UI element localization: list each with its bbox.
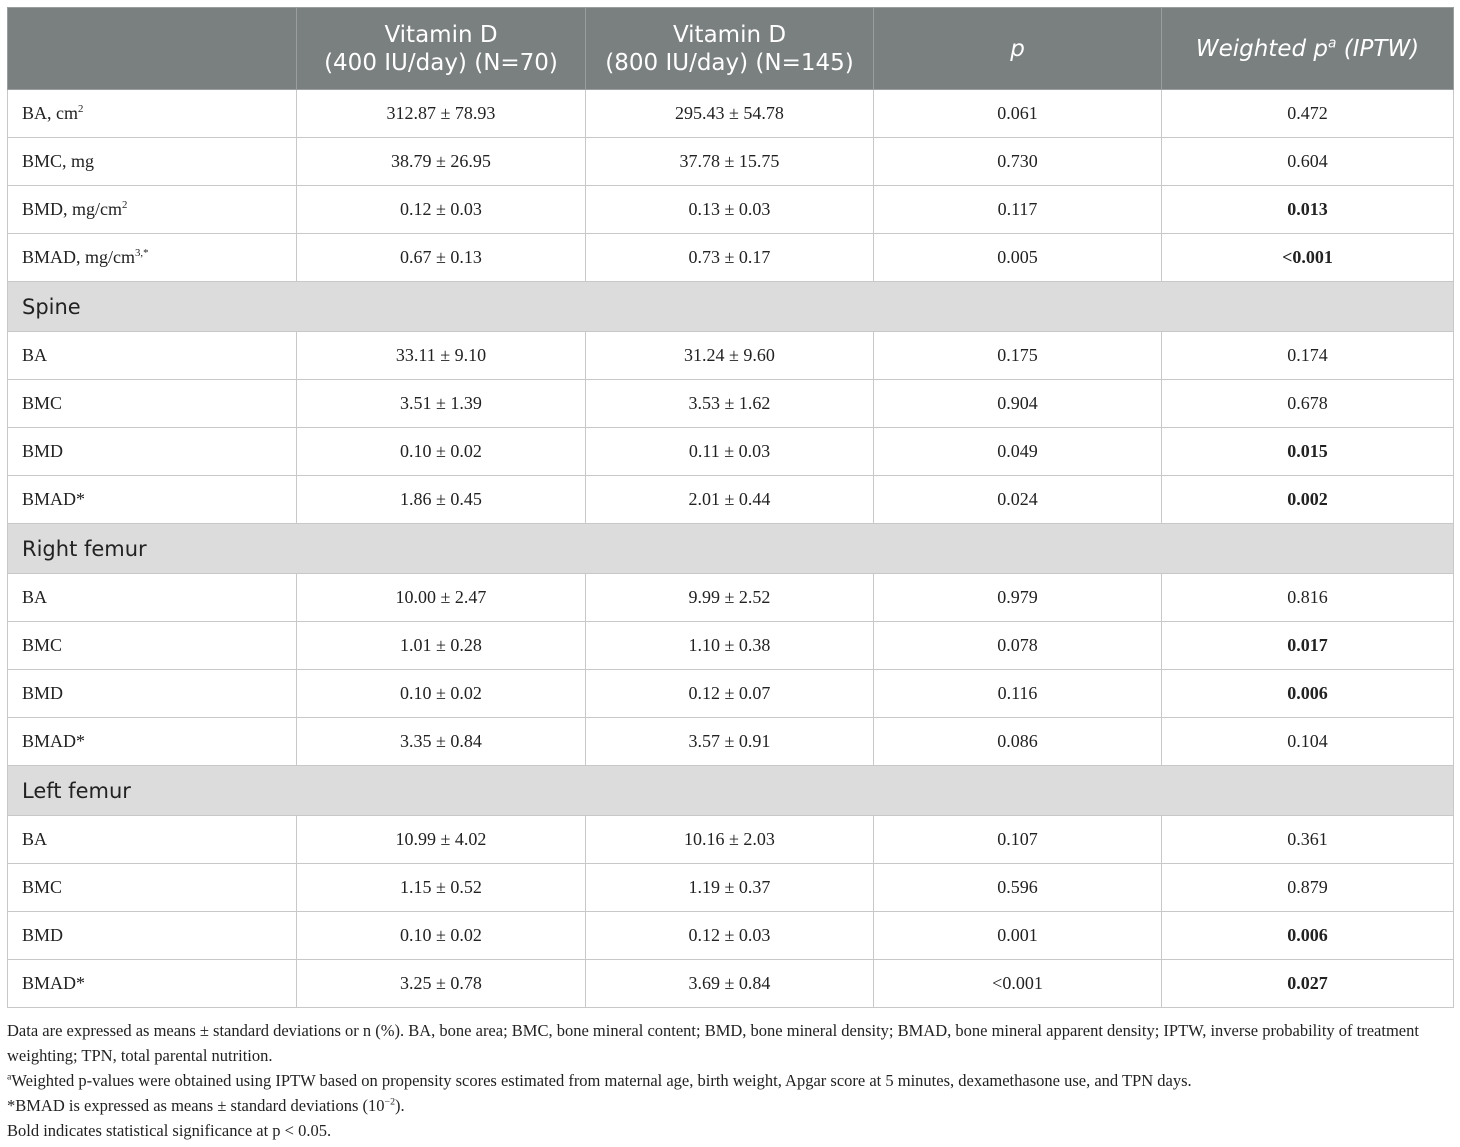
cell-weighted-p: 0.015 — [1162, 428, 1454, 476]
cell-weighted-p: 0.006 — [1162, 912, 1454, 960]
cell-800: 1.10 ± 0.38 — [586, 622, 874, 670]
cell-p: <0.001 — [874, 960, 1162, 1008]
cell-weighted-p: 0.604 — [1162, 138, 1454, 186]
table-row — [8, 864, 1454, 912]
row-label: BMD, $mg/cm^2$ — [8, 186, 297, 234]
cell-400: 1.01 ± 0.28 — [297, 622, 586, 670]
cell-800: 0.12 ± 0.07 — [586, 670, 874, 718]
table-row — [8, 912, 1454, 960]
cell-400: 0.12 ± 0.03 — [297, 186, 586, 234]
header-400iu: Vitamin D (400 IU/day) (N=70) — [297, 8, 586, 90]
footnote-abbreviations: Data are expressed as means ± standard deviations or n (%). BA, bone area; BMC, bone mineral content; BMD, bone mineral density; BMAD, bone mineral apparent density; IPTW, inverse probability of treatment weighting; TPN, total parental nutrition. — [7, 1021, 1419, 1065]
cell-400: 0.10 ± 0.02 — [297, 670, 586, 718]
header-row — [8, 8, 1454, 90]
footnote-weighted-p: $^a$Weighted p-values were obtained using IPTW based on propensity scores estimated from maternal age, birth weight, Apgar score at 5 minutes, dexamethasone use, and TPN days. — [7, 1071, 1192, 1090]
cell-800: 0.73 ± 0.17 — [586, 234, 874, 282]
section-title: Right femur — [8, 524, 1454, 574]
cell-p: 0.049 — [874, 428, 1162, 476]
cell-400: 1.86 ± 0.45 — [297, 476, 586, 524]
table-row — [8, 138, 1454, 186]
cell-weighted-p: 0.006 — [1162, 670, 1454, 718]
cell-weighted-p: 0.879 — [1162, 864, 1454, 912]
table-row — [8, 90, 1454, 138]
cell-p: 0.024 — [874, 476, 1162, 524]
row-label: BMAD, $mg/cm^{3,*}$ — [8, 234, 297, 282]
cell-800: 3.57 ± 0.91 — [586, 718, 874, 766]
cell-p: 0.596 — [874, 864, 1162, 912]
header-p: p — [874, 8, 1162, 90]
cell-weighted-p: 0.027 — [1162, 960, 1454, 1008]
row-label: BA — [8, 816, 297, 864]
row-label: BMC — [8, 864, 297, 912]
header-empty — [8, 8, 297, 90]
row-label: BMD — [8, 428, 297, 476]
cell-weighted-p: 0.002 — [1162, 476, 1454, 524]
cell-800: 0.12 ± 0.03 — [586, 912, 874, 960]
row-label: BMAD* — [8, 718, 297, 766]
table-row — [8, 574, 1454, 622]
table-row — [8, 332, 1454, 380]
cell-400: 3.25 ± 0.78 — [297, 960, 586, 1008]
cell-p: 0.086 — [874, 718, 1162, 766]
cell-p: 0.001 — [874, 912, 1162, 960]
table-row — [8, 670, 1454, 718]
row-label: BMAD* — [8, 960, 297, 1008]
table-row — [8, 816, 1454, 864]
cell-weighted-p: <0.001 — [1162, 234, 1454, 282]
table-row — [8, 380, 1454, 428]
row-label: BMD — [8, 912, 297, 960]
section-row-right-femur — [8, 524, 1454, 574]
cell-800: 3.53 ± 1.62 — [586, 380, 874, 428]
section-row-spine — [8, 282, 1454, 332]
row-label: BMAD* — [8, 476, 297, 524]
cell-800: 31.24 ± 9.60 — [586, 332, 874, 380]
row-label: BA, $cm^2$ — [8, 90, 297, 138]
header-800iu: Vitamin D (800 IU/day) (N=145) — [586, 8, 874, 90]
cell-400: 33.11 ± 9.10 — [297, 332, 586, 380]
cell-400: 1.15 ± 0.52 — [297, 864, 586, 912]
cell-p: 0.078 — [874, 622, 1162, 670]
cell-weighted-p: 0.174 — [1162, 332, 1454, 380]
cell-p: 0.061 — [874, 90, 1162, 138]
section-row-left-femur — [8, 766, 1454, 816]
row-label: BA — [8, 332, 297, 380]
cell-400: 0.67 ± 0.13 — [297, 234, 586, 282]
cell-800: 1.19 ± 0.37 — [586, 864, 874, 912]
row-label: BMC — [8, 380, 297, 428]
cell-800: 9.99 ± 2.52 — [586, 574, 874, 622]
cell-800: 295.43 ± 54.78 — [586, 90, 874, 138]
cell-weighted-p: 0.017 — [1162, 622, 1454, 670]
cell-800: 0.11 ± 0.03 — [586, 428, 874, 476]
cell-weighted-p: 0.361 — [1162, 816, 1454, 864]
table-row — [8, 718, 1454, 766]
cell-800: 10.16 ± 2.03 — [586, 816, 874, 864]
cell-weighted-p: 0.678 — [1162, 380, 1454, 428]
cell-800: 3.69 ± 0.84 — [586, 960, 874, 1008]
cell-weighted-p: 0.816 — [1162, 574, 1454, 622]
table-row — [8, 476, 1454, 524]
cell-p: 0.117 — [874, 186, 1162, 234]
cell-p: 0.979 — [874, 574, 1162, 622]
table-row — [8, 234, 1454, 282]
cell-p: 0.107 — [874, 816, 1162, 864]
row-label: BA — [8, 574, 297, 622]
table-footnotes — [7, 1018, 1453, 1143]
section-title: Left femur — [8, 766, 1454, 816]
cell-p: 0.904 — [874, 380, 1162, 428]
bone-density-table — [7, 7, 1454, 1008]
cell-p: 0.005 — [874, 234, 1162, 282]
cell-p: 0.730 — [874, 138, 1162, 186]
cell-800: 2.01 ± 0.44 — [586, 476, 874, 524]
cell-400: 10.99 ± 4.02 — [297, 816, 586, 864]
cell-400: 38.79 ± 26.95 — [297, 138, 586, 186]
cell-weighted-p: 0.013 — [1162, 186, 1454, 234]
cell-weighted-p: 0.472 — [1162, 90, 1454, 138]
cell-400: 3.51 ± 1.39 — [297, 380, 586, 428]
cell-800: 0.13 ± 0.03 — [586, 186, 874, 234]
table-row — [8, 428, 1454, 476]
row-label: BMD — [8, 670, 297, 718]
footnote-bold: Bold indicates statistical significance at p < 0.05. — [7, 1121, 332, 1140]
cell-800: 37.78 ± 15.75 — [586, 138, 874, 186]
cell-400: 10.00 ± 2.47 — [297, 574, 586, 622]
row-label: BMC, mg — [8, 138, 297, 186]
cell-p: 0.116 — [874, 670, 1162, 718]
table-row — [8, 960, 1454, 1008]
table-row — [8, 186, 1454, 234]
section-title: Spine — [8, 282, 1454, 332]
footnote-bmad: *BMAD is expressed as means ± standard deviations $(10^{-2})$. — [7, 1096, 405, 1115]
cell-p: 0.175 — [874, 332, 1162, 380]
table-row — [8, 622, 1454, 670]
cell-weighted-p: 0.104 — [1162, 718, 1454, 766]
cell-400: 0.10 ± 0.02 — [297, 912, 586, 960]
cell-400: 3.35 ± 0.84 — [297, 718, 586, 766]
cell-400: 0.10 ± 0.02 — [297, 428, 586, 476]
cell-400: 312.87 ± 78.93 — [297, 90, 586, 138]
row-label: BMC — [8, 622, 297, 670]
header-weighted-p: Weighted $p^a$ (IPTW) — [1162, 8, 1454, 90]
